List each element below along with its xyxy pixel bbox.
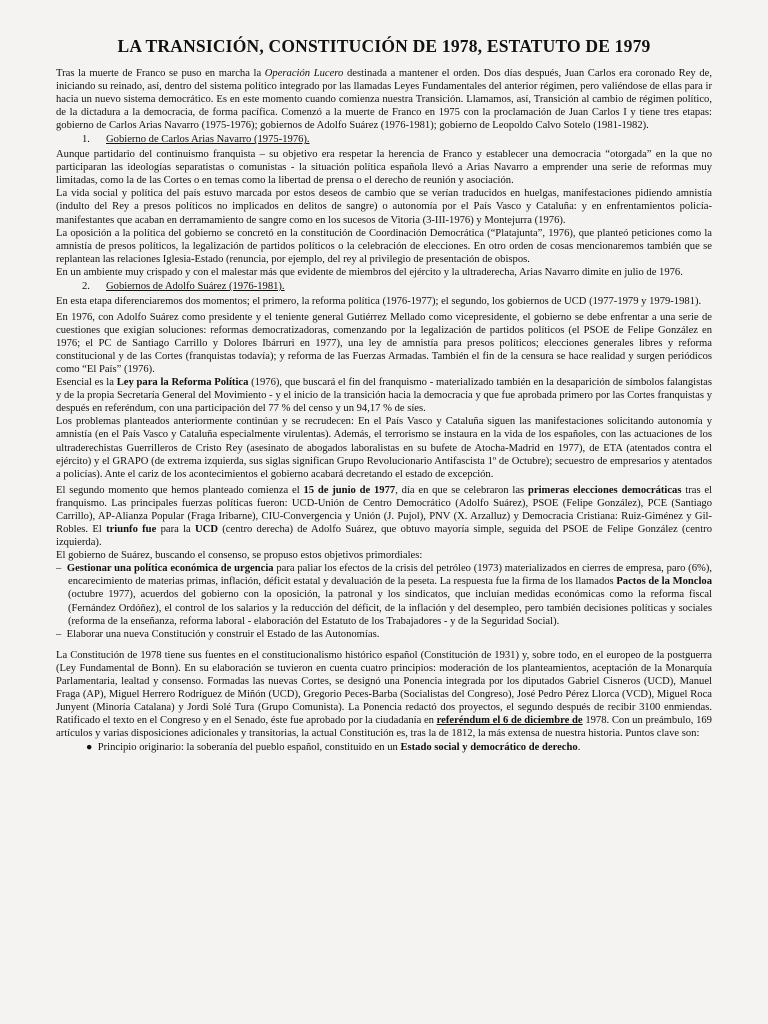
intro-paragraph bbox=[56, 67, 712, 132]
text-run: 1978. Con un preámbulo, 169 artículos y varias disposiciones adicionales y transitorias, la actual Constitución es, tras la de 1812, la más extensa de nuestra historia. Puntos clave son: bbox=[56, 715, 712, 740]
referendum-date: referéndum el 6 de diciembre de bbox=[436, 715, 583, 727]
paragraph: En 1976, con Adolfo Suárez como presidente y el teniente general Gutiérrez Mellado como vicepresidente, el gobierno se debe enfrentar a una serie de cuestiones que exigían soluciones: reformas democratizadoras, comenzando por la legalización de partidos políticos (el PSOE de Felipe González en 1976; el PC de Santiago Carrillo y Dolores Ibárruri en 1977), una ley de amnistía para presos políticos; elecciones generales libres y reforma constitucional y de las Cortes (franquistas todavía); y reforma de las Fuerzas Armadas. También el fin de la censura se hace realidad y surgen periódicos como “El País” (1976). bbox=[56, 311, 712, 376]
operation-name: Operación Lucero bbox=[264, 68, 344, 79]
paragraph: En un ambiente muy crispado y con el malestar más que evidente de miembros del ejército y la ultraderecha, Arias Navarro dimite en julio de 1976. bbox=[56, 266, 683, 278]
paragraph: En esta etapa diferenciaremos dos momentos; el primero, la reforma política (1976-1977); el segundo, los gobiernos de UCD (1977-1979 y 1979-1981). bbox=[56, 295, 702, 307]
text-run: (octubre 1977), acuerdos del gobierno con la oposición, la patronal y los sindicatos, que incluían medidas económicas como la reforma fiscal (Fernández Ordóñez), el control de los salarios y la reducción del déficit, de la inflación y del desempleo, pero también decisiones políticas y sociales (reforma de la enseñanza, reforma laboral - elaboración del Estatuto de los Trabajadores - y de la Seguridad Social). bbox=[68, 589, 712, 627]
section-title: Gobiernos de Adolfo Suárez (1976-1981). bbox=[106, 280, 285, 292]
key-points-list bbox=[86, 741, 712, 755]
text-run: Principio originario: la soberanía del pueblo español, constituido en un bbox=[97, 742, 401, 754]
text-run: La Constitución de 1978 tiene sus fuentes en el constitucionalismo histórico español (Constitución de 1931) y, sobre todo, en el europeo de la postguerra (Ley Fundamental de Bonn). En su elaboración se tuvieron en cuenta cuatro principios: moderación de los planteamientos, aceptación de la Monarquía Parlamentaria, lealtad y consenso. Formadas las nuevas Cortes, se designó una Ponencia integrada por los diputados Gabriel Cisneros (UCD), Manuel Fraga (AP), Miguel Herrero Rodríguez de Miñón (UCD), Gregorio Peces-Barba (Socialistas del Congreso), José Pedro Pérez Llorca (VCD), Miguel Roca Junyent (Minoría Catalana) y Jordi Solé Tura (Grupo Comunista). La Ponencia redactó dos proyectos, el segundo después de recibir 3100 enmiendas. Ratificado el texto en el Congreso y en el Senado, éste fue aprobado por la ciudadanía en bbox=[56, 649, 712, 727]
election-date: 15 de junio de 1977 bbox=[303, 484, 396, 496]
section-number: 1. bbox=[82, 134, 90, 146]
paragraph: Aunque partidario del continuismo franquista – su objetivo era respetar la herencia de Franco y establecer una democracia “otorgada” en la que no participaran las ideologías separatistas o comunistas - la situación política española llevó a Arias Navarro a emprender una serie de reformas muy limitadas, como la de las Cortes o en temas como la libertad de prensa o el derecho de reunión y asociación. bbox=[56, 149, 712, 187]
text-run: para paliar los efectos de la crisis del petróleo (1973) materializados en cierres de empresa, paro (6%), encarecimiento de materias primas, inflación, déficit estatal y devaluación de la peseta. La respuesta fue la firma de los llamados bbox=[68, 563, 713, 588]
text-run: (centro derecha) de Adolfo Suárez, que obtuvo mayoría simple, seguida del PSOE de Felipe González (centro izquierda). bbox=[56, 524, 712, 549]
page-title: LA TRANSICIÓN, CONSTITUCIÓN DE 1978, ESTATUTO DE 1979 bbox=[117, 36, 651, 56]
paragraph bbox=[56, 484, 712, 549]
list-item: ● Principio originario: la soberanía del pueblo español, constituido en un Estado social y democrático de derecho. bbox=[86, 742, 581, 754]
list-item: – Elaborar una nueva Constitución y construir el Estado de las Autonomías. bbox=[56, 628, 380, 640]
emphasis: Gestionar una política económica de urgencia bbox=[66, 563, 274, 575]
section-title: Gobierno de Carlos Arias Navarro (1975-1976). bbox=[106, 134, 310, 146]
text-run: para la bbox=[156, 524, 196, 536]
emphasis: Estado social y democrático de derecho bbox=[400, 742, 578, 754]
text-run: , día en que se celebraron las bbox=[395, 484, 528, 496]
emphasis: primeras elecciones democráticas bbox=[527, 484, 682, 496]
emphasis: Pactos de la Moncloa bbox=[616, 576, 713, 588]
paragraph: El gobierno de Suárez, buscando el consenso, se propuso estos objetivos primordiales: bbox=[56, 550, 423, 562]
paragraph bbox=[56, 376, 712, 415]
text-run: (1976), que buscará el fin del franquismo - materializado también en la desaparición de símbolos falangistas y de la propia Secretaría General del Movimiento - y el inicio de la transición hacia la democracia y que fue aprobada primero por las Cortes franquistas y después en referéndum, con una participación del 77 % del censo y un 94,17 % de síes. bbox=[56, 377, 712, 415]
list-item: – Gestionar una política económica de urgencia para paliar los efectos de la crisis del petróleo (1973) materializados en cierres de empresa, paro (6%), encarecimiento de materias primas, inflación, déficit estatal y devaluación de la peseta. La respuesta fue la firma de los llamados Pactos de la Moncloa (octubre 1977), acuerdos del gobierno con la oposición, la patronal y los sindicatos, que incluían medidas económicas como la reforma fiscal (Fernández Ordóñez), el control de los salarios y la reducción del déficit, de la inflación y del desempleo, pero también decisiones políticas y sociales (reforma de la enseñanza, reforma laboral - elaboración del Estatuto de los Trabajadores - y de la Seguridad Social). bbox=[56, 563, 713, 627]
paragraph: Los problemas planteados anteriormente continúan y se recrudecen: En el País Vasco y Cataluña siguen las manifestaciones solicitando autonomía y amnistía (en el País Vasco y Cataluña especialmente virulentas). Además, el terrorismo se instaura en la vida de los españoles, con las actuaciones de los ultraderechistas Guerrilleros de Cristo Rey (asesinato de abogados laboralistas en su bufete de Atocha-Madrid en 1977), de ETA (atentados contra el ejército) y el GRAPO (de extrema izquierda, sus siglas significan Grupo Revolucionario Antifascista 1º de Octubre); secuestro de empresarios y atentados a policías). Ante el cariz de los acontecimientos el gobierno acabará decretando el estado de excepción. bbox=[56, 416, 712, 480]
text-run: . bbox=[577, 742, 581, 754]
text-run: tras el franquismo. Las principales fuerzas políticas fueron: UCD-Unión de Centro Democrático (Adolfo Suárez), PSOE (Felipe González), PCE (Santiago Carrillo), AP-Alianza Popular (Fraga Iribarne), CIU-Convergencia y Unión (J. Pujol), PNV (X. Arzalluz) y Democracia Cristiana: Ruiz-Giménez y Gil-Robles. El bbox=[56, 484, 713, 536]
law-name: Ley para la Reforma Política bbox=[116, 377, 249, 389]
paragraph bbox=[56, 649, 712, 741]
emphasis: triunfo fue bbox=[106, 524, 157, 536]
text-run: El segundo momento que hemos planteado comienza el bbox=[56, 484, 304, 496]
paragraph: La vida social y política del país estuvo marcada por estos deseos de cambio que se verían traducidos en huelgas, manifestaciones pidiendo amnistía (indulto del Rey a presos políticos no implicados en delitos de sangre) o autonomía por el País Vasco y Cataluña: y en enfrentamientos policía-manifestantes que acaban en derramamiento de sangre como en los sucesos de Vitoria (3-III-1976) y Montejurra (1976). bbox=[56, 188, 712, 226]
text-run: Esencial es la bbox=[56, 377, 117, 389]
section-number: 2. bbox=[82, 280, 90, 292]
objectives-list bbox=[56, 562, 712, 640]
text-run: destinada a mantener el orden. Dos días después, Juan Carlos era coronado Rey de, iniciando su reinado, así, dentro del sistema político integrado por las llamadas Leyes Fundamentales del anterior régimen, pero valiéndose de ellas para ir hacia un nuevo sistema democrático. Es en este momento cuando comienza nuestra Transición. Llamamos, así, Transición al cambio de régimen político, de la dictadura a la democracia, de forma pacífica. Comenzó a la muerte de Franco en 1975 con la proclamación de Juan Carlos I y tiene tres etapas: gobierno de Carlos Arias Navarro (1975-1976); gobiernos de Adolfo Suárez (1976-1981); gobierno de Leopoldo Calvo Sotelo (1981-1982). bbox=[56, 68, 712, 132]
text-run: Elaborar una nueva Constitución y construir el Estado de las Autonomías. bbox=[66, 628, 380, 640]
text-run: Tras la muerte de Franco se puso en marcha la bbox=[56, 68, 265, 79]
section-heading-2 bbox=[82, 280, 712, 294]
emphasis: UCD bbox=[195, 524, 218, 536]
paragraph: La oposición a la política del gobierno se concretó en la constitución de Coordinación Democrática (“Platajunta”, 1976), que planteó peticiones como la amnistía de presos políticos, la legalización de partidos políticos o la celebración de elecciones. En otro orden de cosas mencionaremos también que se replantean las relaciones Iglesia-Estado (renuncia, por ejemplo, del rey al privilegio de presentación de obispos. bbox=[56, 227, 712, 265]
section-heading-1 bbox=[82, 133, 712, 147]
